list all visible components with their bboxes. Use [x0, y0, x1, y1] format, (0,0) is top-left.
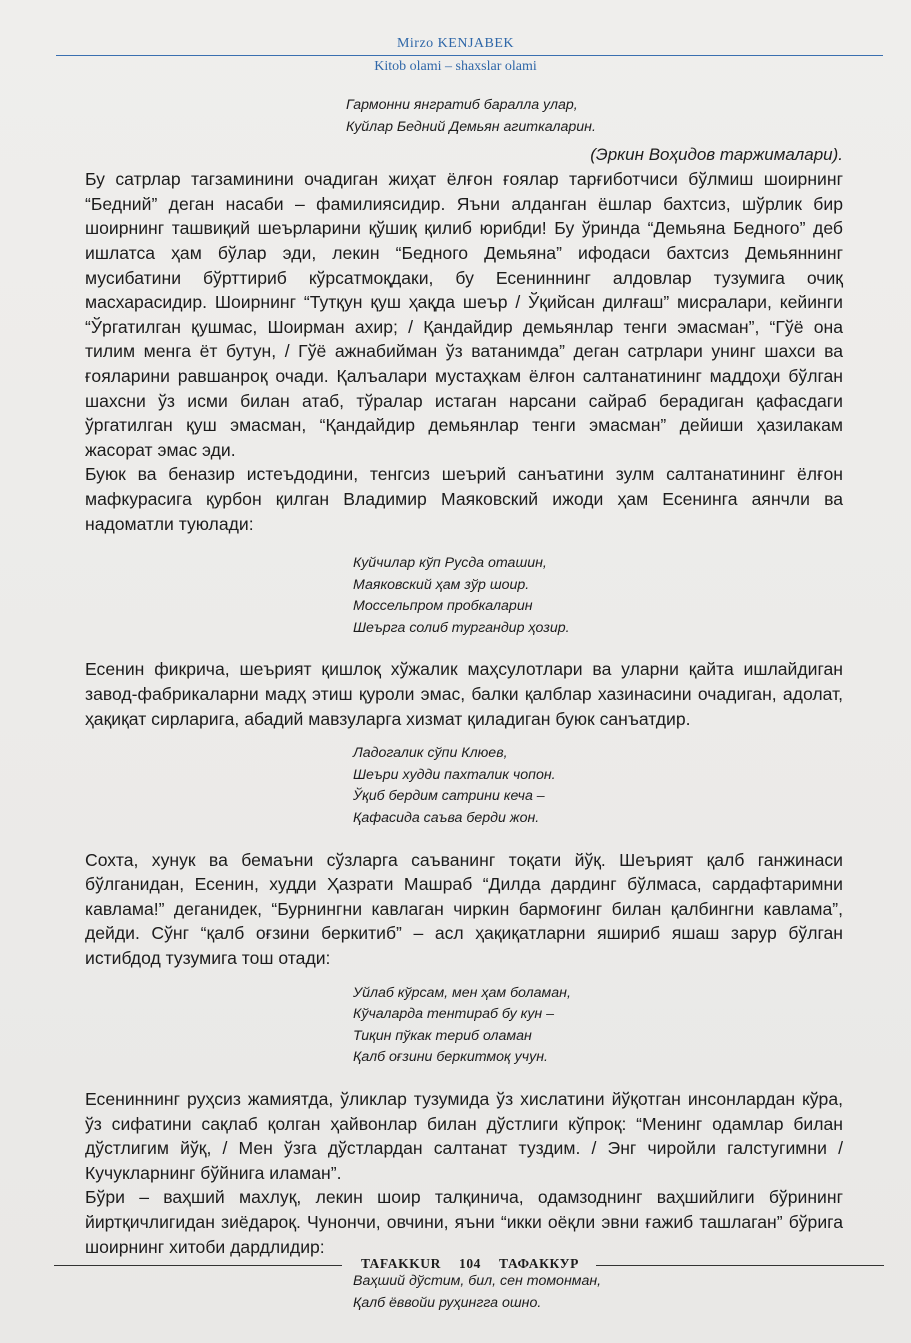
verse-line: Қалб ёввойи руҳингга ошно. [353, 1294, 542, 1311]
verse-line: Ваҳший дўстим, бил, сен томонман, [353, 1273, 602, 1290]
verse-line: Куйчилар кўп Русда оташин, [353, 555, 547, 572]
verse-line: Уйлаб кўрсам, мен ҳам боламан, [353, 984, 571, 1001]
header-author: Mirzo KENJABEK [396, 36, 515, 51]
paragraph-4: Сохта, хунук ва бемаъни сўзларга саъванинг тоқати йўқ. Шеърият қалб ганжинаси бўлганидан, Есенин, худди Ҳазрати Машраб “Дилда дардинг бўлмаса, сардафтаримни кавлама!” деганидек, “Бурнингни кавлаган чиркин бармоғинг билан қалбингни кавлама”, дейди. Сўнг “қалб оғзини беркитиб” – асл ҳақиқатларни яшириб яшаш зарур бўлган истибдод тузумига тош отади: [85, 849, 843, 968]
paragraph-1: Бу сатрлар тагзаминини очадиган жиҳат ёлғон ғоялар тарғиботчиси бўлмиш шоирнинг “Бедний” деган насаби – фамилиясидир. Яъни алданган ёшлар бахтсиз, шўрлик бир шоирнинг ташвиқий шеърларини қўшиқ қилиб юрибди! Бу ўринда “Демьяна Бедного” деб ишлатса ҳам бўлар эди, лекин “Бедного Демьяна” ифодаси бахтсиз Демьяннинг мусибатини бўрттириб кўрсатмоқдаки, бу Есениннинг алдовлар тузумига очиқ масхарасидир. Шоирнинг “Тутқун қуш ҳақда шеър / Ўқийсан дилғаш” мисралари, кейинги “Ўргатилган қушмас, Шоирман ахир; / Қандайдир демьянлар тенги эмасман”, “Гўё она тилим менга ёт бутун, / Гўё ажнабийман ўз ватанимда” деган сатрлари унинг шахси ва ғояларини равшанроқ очади. Қалъалари мустаҳкам ёлғон салтанатининг маддоҳи бўлган шахсни ўз исми билан атаб, тўралар истаган нарсани сайраб берадиган қафасдаги ўргатилган қуш эмасман, “Қандайдир демьянлар тенги эмасман” дейиши ҳазилакам жасорат эмас эди. [85, 169, 843, 460]
verse-block-2 [353, 553, 843, 639]
paragraph-3: Есенин фикрича, шеърият қишлоқ хўжалик маҳсулотлари ва уларни қайта ишлайдиган завод-фабрикаларни мадҳ этиш қуроли эмас, балки қалблар хазинасини очадиган, адолат, ҳақиқат сирларига, абадий мавзуларга хизмат қиладиган буюк санъатдир. [85, 659, 843, 729]
verse-block-1 [346, 95, 843, 138]
paragraph-6: Бўри – ваҳший махлуқ, лекин шоир талқинича, одамзоднинг ваҳшийлиги бўрининг йиртқичлигидан зиёдароқ. Чунончи, овчини, яъни “икки оёқли эвни ғажиб ташлаган” бўрига шоирнинг хитоби дардлидир: [85, 1187, 843, 1257]
footer-text [348, 1256, 592, 1272]
header-rule [56, 55, 883, 56]
verse-line: Моссельпром пробкаларин [353, 598, 533, 615]
running-header [0, 36, 911, 75]
header-subtitle: Kitob olami – shaxslar olami [374, 59, 537, 74]
verse-line: Қафасида саъва берди жон. [353, 810, 540, 827]
verse-line: Гармонни янгратиб баралла улар, [346, 97, 578, 113]
verse-block-4 [353, 983, 843, 1069]
verse-line: Тиқин пўкак териб оламан [353, 1027, 532, 1044]
footer-journal-cyrillic: ТАФАККУР [499, 1256, 580, 1271]
footer-rule-right [596, 1265, 884, 1266]
verse-line: Шеъри худди пахталик чопон. [353, 766, 556, 783]
paragraph-5: Есениннинг руҳсиз жамиятда, ўликлар тузумида ўз хислатини йўқотган инсонлардан кўра, ўз сифатини сақлаб қолган ҳайвонлар билан дўстлиги кўпроқ: “Менинг одамлар билан дўстлигим йўқ, / Мен ўзга дўстлардан салтанат туздим. / Энг чиройли галстугимни / Кучукларнинг бўйнига иламан”. [85, 1088, 843, 1183]
verse-block-3 [353, 743, 843, 829]
article-body [85, 95, 843, 1314]
verse-block-5 [353, 1271, 843, 1314]
page-number: 104 [458, 1256, 482, 1271]
verse-line: Ўқиб бердим сатрини кеча – [353, 788, 545, 805]
verse-line: Куйлар Бедний Демьян агиткаларин. [346, 118, 596, 135]
footer-journal-latin: TAFAKKUR [360, 1256, 441, 1271]
verse-line: Шеърга солиб тургандир ҳозир. [353, 619, 570, 636]
verse-line: Кўчаларда тентираб бу кун – [353, 1006, 555, 1023]
paragraph-2: Буюк ва беназир истеъдодини, тенгсиз шеърий санъатини зулм салтанатининг ёлғон мафкурасига қурбон қилган Владимир Маяковский ижоди ҳам Есенинга аянчли ва надоматли туюлади: [85, 464, 843, 534]
footer-rule-left [54, 1265, 342, 1266]
verse-line: Ладогалик сўпи Клюев, [353, 745, 508, 762]
attribution: (Эркин Воҳидов таржималари). [590, 145, 843, 165]
verse-line: Маяковский ҳам зўр шоир. [353, 576, 530, 593]
verse-line: Қалб оғзини беркитмоқ учун. [353, 1049, 548, 1066]
running-footer [0, 1256, 911, 1276]
